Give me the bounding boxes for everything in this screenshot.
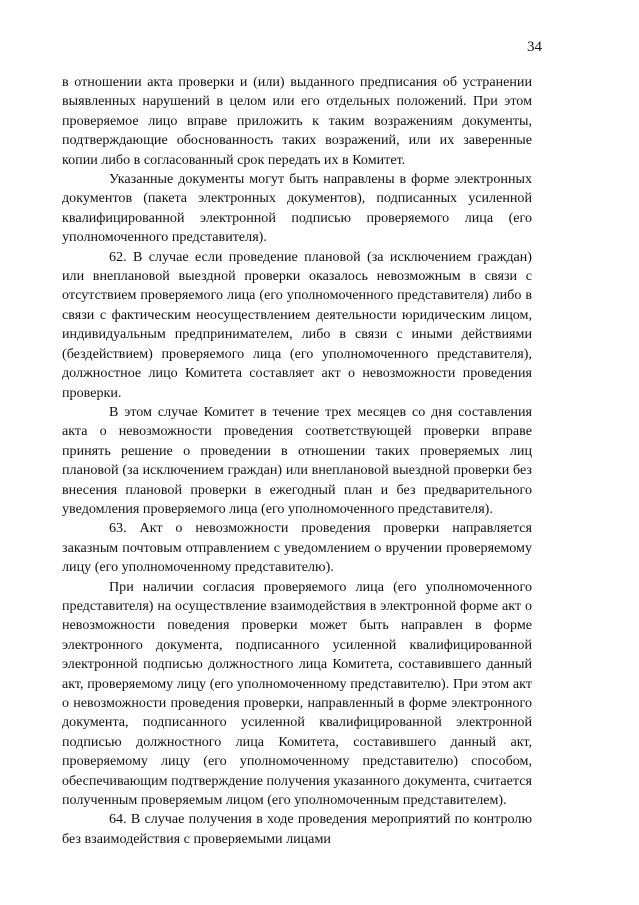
paragraph-clause-64: 64. В случае получения в ходе проведения мероприятий по контролю без взаимодействия с проверяемыми лицами <box>62 811 532 847</box>
document-body <box>62 73 532 849</box>
paragraph-clause-62: 62. В случае если проведение плановой (за исключением граждан) или внеплановой выездной проверки оказалось невозможным в связи с отсутствием проверяемого лица (его уполномоченного представителя) либо в связи с фактическим неосуществлением деятельности юридическим лицом, индивидуальным предпринимателем, либо в связи с иными действиями (бездействием) проверяемого лица (его уполномоченного представителя), должностное лицо Комитета составляет акт о невозможности проведения проверки. <box>62 248 532 401</box>
paragraph-continuation: в отношении акта проверки и (или) выданного предписания об устранении выявленных нарушений в целом или его отдельных положений. При этом проверяемое лицо вправе приложить к таким возражениям документы, подтверждающие обоснованность таких возражений, или их заверенные копии либо в согласованный срок передать их в Комитет. <box>62 74 532 168</box>
page-number: 34 <box>527 39 542 55</box>
paragraph-three-months-decision: В этом случае Комитет в течение трех месяцев со дня составления акта о невозможности проведения соответствующей проверки вправе принять решение о проведении в отношении таких проверяемых лиц плановой (за исключением граждан) или внеплановой выездной проверки без внесения плановой проверки в ежегодный план и без предварительного уведомления проверяемого лица (его уполномоченного представителя). <box>62 403 532 517</box>
paragraph-clause-63: 63. Акт о невозможности проведения проверки направляется заказным почтовым отправлением с уведомлением о вручении проверяемому лицу (его уполномоченному представителю). <box>62 520 532 576</box>
paragraph-electronic-form-consent: При наличии согласия проверяемого лица (его уполномоченного представителя) на осуществление взаимодействия в электронной форме акт о невозможности поведения проверки может быть направлен в форме электронного документа, подписанного усиленной квалифицированной электронной подписью должностного лица Комитета, составившего данный акт, проверяемому лицу (его уполномоченному представителю). При этом акт о невозможности проведения проверки, направленный в форме электронного документа, подписанного усиленной квалифицированной электронной подписью должностного лица Комитета, составившего данный акт, проверяемому лицу (его уполномоченному представителю) способом, обеспечивающим подтверждение получения указанного документа, считается полученным проверяемым лицом (его уполномоченным представителем). <box>62 578 532 809</box>
paragraph-electronic-documents: Указанные документы могут быть направлены в форме электронных документов (пакета электронных документов), подписанных усиленной квалифицированной электронной подписью проверяемого лица (его уполномоченного представителя). <box>62 171 532 246</box>
